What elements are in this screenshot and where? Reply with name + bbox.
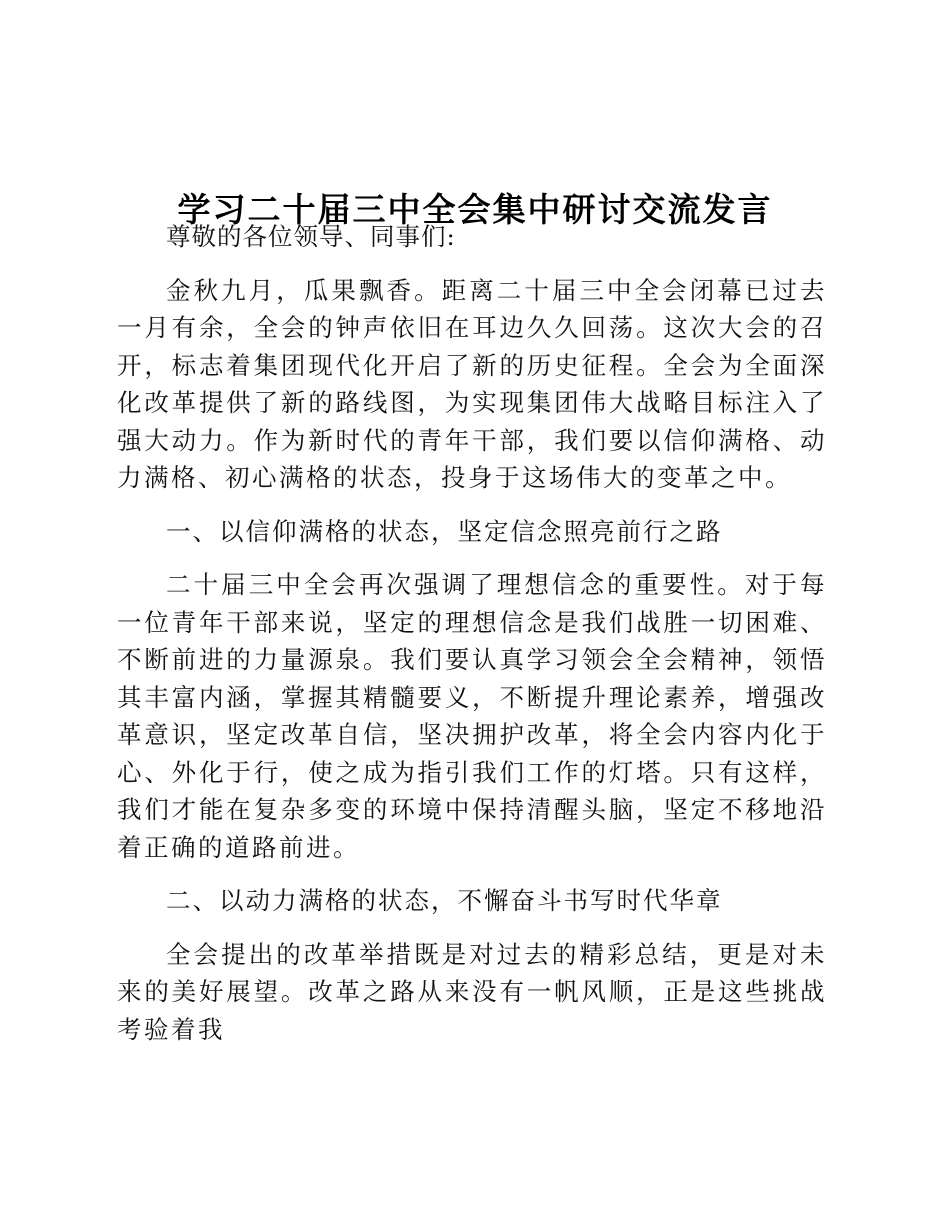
salutation: 尊敬的各位领导、同事们: — [166, 222, 456, 251]
section-heading-1: 一、以信仰满格的状态，坚定信念照亮前行之路 — [166, 516, 723, 546]
paragraph-section-2: 全会提出的改革举措既是对过去的精彩总结，更是对未来的美好展望。改革之路从来没有一帆风顺，正是这些挑战考验着我 — [117, 939, 827, 1044]
document-body — [117, 218, 827, 1064]
section-heading-2: 二、以动力满格的状态，不懈奋斗书写时代华章 — [166, 886, 723, 915]
document-title: 学习二十届三中全会集中研讨交流发言 — [177, 190, 773, 229]
paragraph-section-1: 二十届三中全会再次强调了理想信念的重要性。对于每一位青年干部来说，坚定的理想信念是我们战胜一切困难、不断前进的力量源泉。我们要认真学习领会全会精神，领悟其丰富内涵，掌握其精髓要义，不断提升理论素养，增强改革意识，坚定改革自信，坚决拥护改革，将全会内容内化于心、外化于行，使之成为指引我们工作的灯塔。只有这样，我们才能在复杂多变的环境中保持清醒头脑，坚定不移地沿着正确的道路前进。 — [117, 570, 827, 862]
paragraph-intro: 金秋九月，瓜果飘香。距离二十届三中全会闭幕已过去一月有余，全会的钟声依旧在耳边久久回荡。这次大会的召开，标志着集团现代化开启了新的历史征程。全会为全面深化改革提供了新的路线图，为实现集团伟大战略目标注入了强大动力。作为新时代的青年干部，我们要以信仰满格、动力满格、初心满格的状态，投身于这场伟大的变革之中。 — [117, 275, 827, 492]
